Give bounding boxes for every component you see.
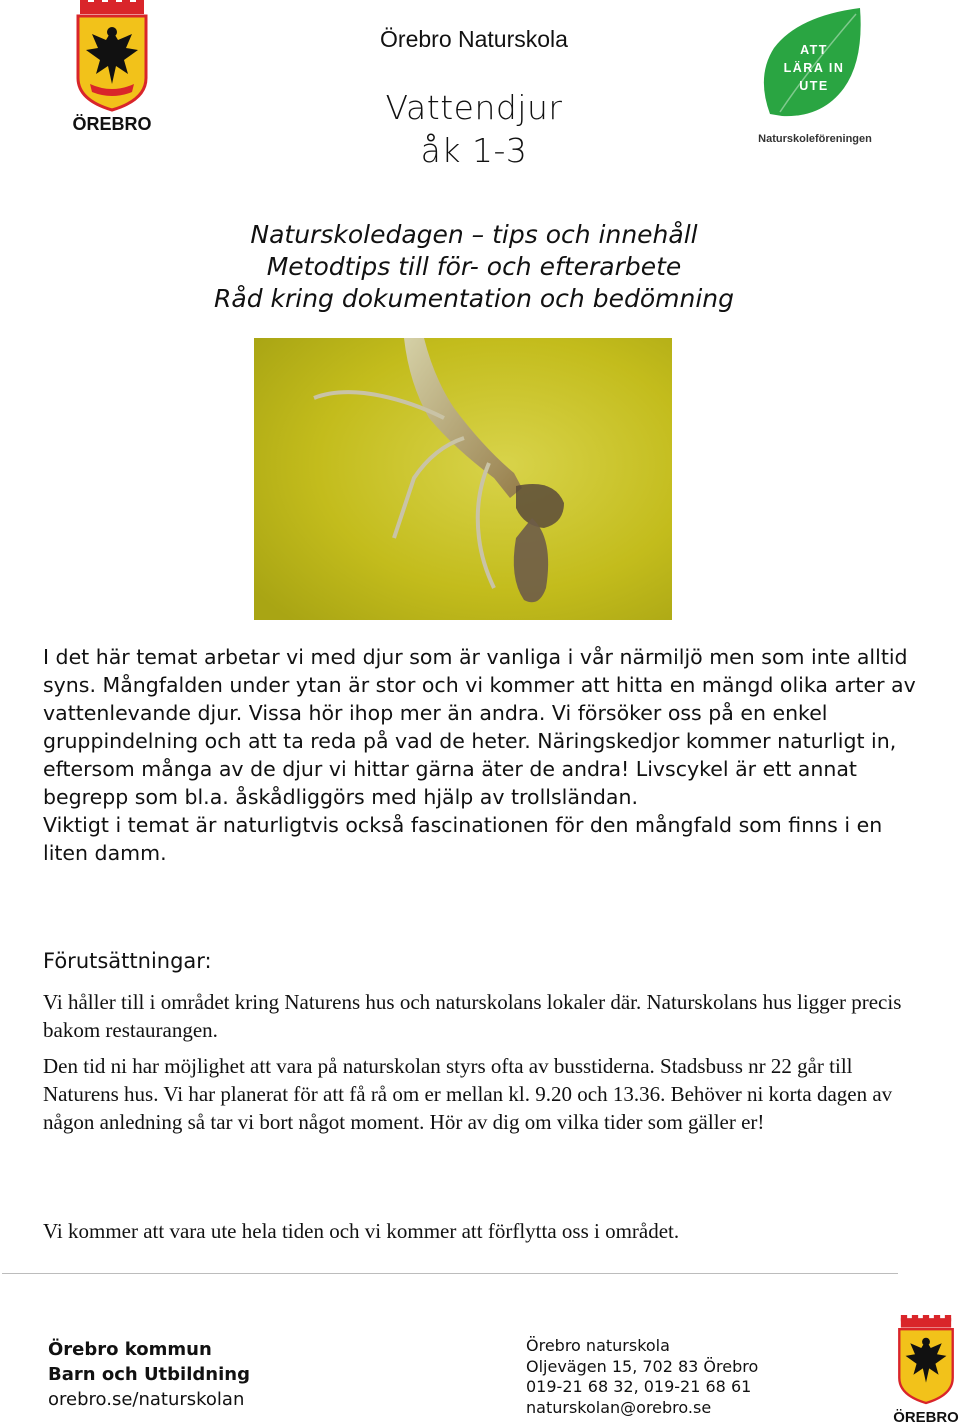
footer-divider bbox=[2, 1273, 898, 1274]
prerequisites-text bbox=[43, 988, 923, 1144]
intro-paragraph-2: Viktigt i temat är naturligtvis också fascinationen för den mångfald som finns i en liten damm. bbox=[43, 813, 883, 865]
prerequisites-heading: Förutsättningar: bbox=[43, 949, 212, 973]
prerequisites-paragraph-2: Den tid ni har möjlighet att vara på naturskolan styrs ofta av busstiderna. Stadsbuss nr 22 går till Naturens hus. Vi har planerat för att få rå om er mellan kl. 9.20 och 13.36. Behöver ni korta dagen av någon anledning så tar vi bort något moment. Hör av dig om vilka tider som gäller er! bbox=[43, 1054, 893, 1134]
svg-text:ATT: ATT bbox=[800, 43, 828, 57]
page-title: Vattendjur bbox=[385, 88, 563, 127]
footer-org: Örebro kommun bbox=[48, 1339, 212, 1360]
closing-paragraph: Vi kommer att vara ute hela tiden och vi kommer att förflytta oss i området. bbox=[43, 1219, 680, 1243]
svg-text:LÄRA IN: LÄRA IN bbox=[783, 61, 845, 75]
subtitle-3: Råd kring dokumentation och bedömning bbox=[214, 284, 734, 313]
footer-contact-address: Oljevägen 15, 702 83 Örebro bbox=[526, 1356, 759, 1376]
page-title-grade: åk 1-3 bbox=[420, 131, 528, 170]
prerequisites-paragraph-1: Vi håller till i området kring Naturens hus och naturskolans lokaler där. Naturskolans hus ligger precis bakom restaurangen. bbox=[43, 990, 902, 1042]
water-insect-larva-photo bbox=[254, 338, 672, 620]
school-name: Örebro Naturskola bbox=[380, 26, 568, 52]
footer-contact-phone: 019-21 68 32, 019-21 68 61 bbox=[526, 1377, 752, 1396]
crest-text: ÖREBRO bbox=[72, 114, 152, 132]
crest-small-text: ÖREBRO bbox=[893, 1408, 959, 1425]
footer-contact-email[interactable]: naturskolan@orebro.se bbox=[526, 1397, 712, 1417]
footer-dept: Barn och Utbildning bbox=[48, 1364, 250, 1385]
intro-paragraph-1: I det här temat arbetar vi med djur som är vanliga i vår närmiljö men som inte alltid syns. Mångfalden under ytan är stor och vi kommer att hitta en mängd olika arter av vattenlevande djur. Vissa hör ihop mer än andra. Vi försöker oss på en enkel gruppindelning och att ta reda på vad de heter. Näringskedjor kommer naturligt in, eftersom många av de djur vi hittar gärna äter de andra! Livscykel är ett annat begrepp som bl.a. åskådliggörs med hjälp av trollsländan. bbox=[43, 645, 916, 809]
footer-web-link[interactable]: orebro.se/naturskolan bbox=[48, 1389, 245, 1410]
orebro-crest-small-icon bbox=[893, 1315, 959, 1425]
svg-text:UTE: UTE bbox=[799, 79, 829, 93]
subtitle-2: Metodtips till för- och efterarbete bbox=[266, 252, 682, 281]
footer-contact-name: Örebro naturskola bbox=[526, 1336, 670, 1355]
subtitle-1: Naturskoledagen – tips och innehåll bbox=[250, 220, 698, 249]
intro-text bbox=[43, 643, 923, 867]
footer-right bbox=[526, 1336, 758, 1418]
leaf-logo-caption: Naturskoleföreningen bbox=[758, 133, 872, 145]
footer-left bbox=[48, 1337, 250, 1412]
